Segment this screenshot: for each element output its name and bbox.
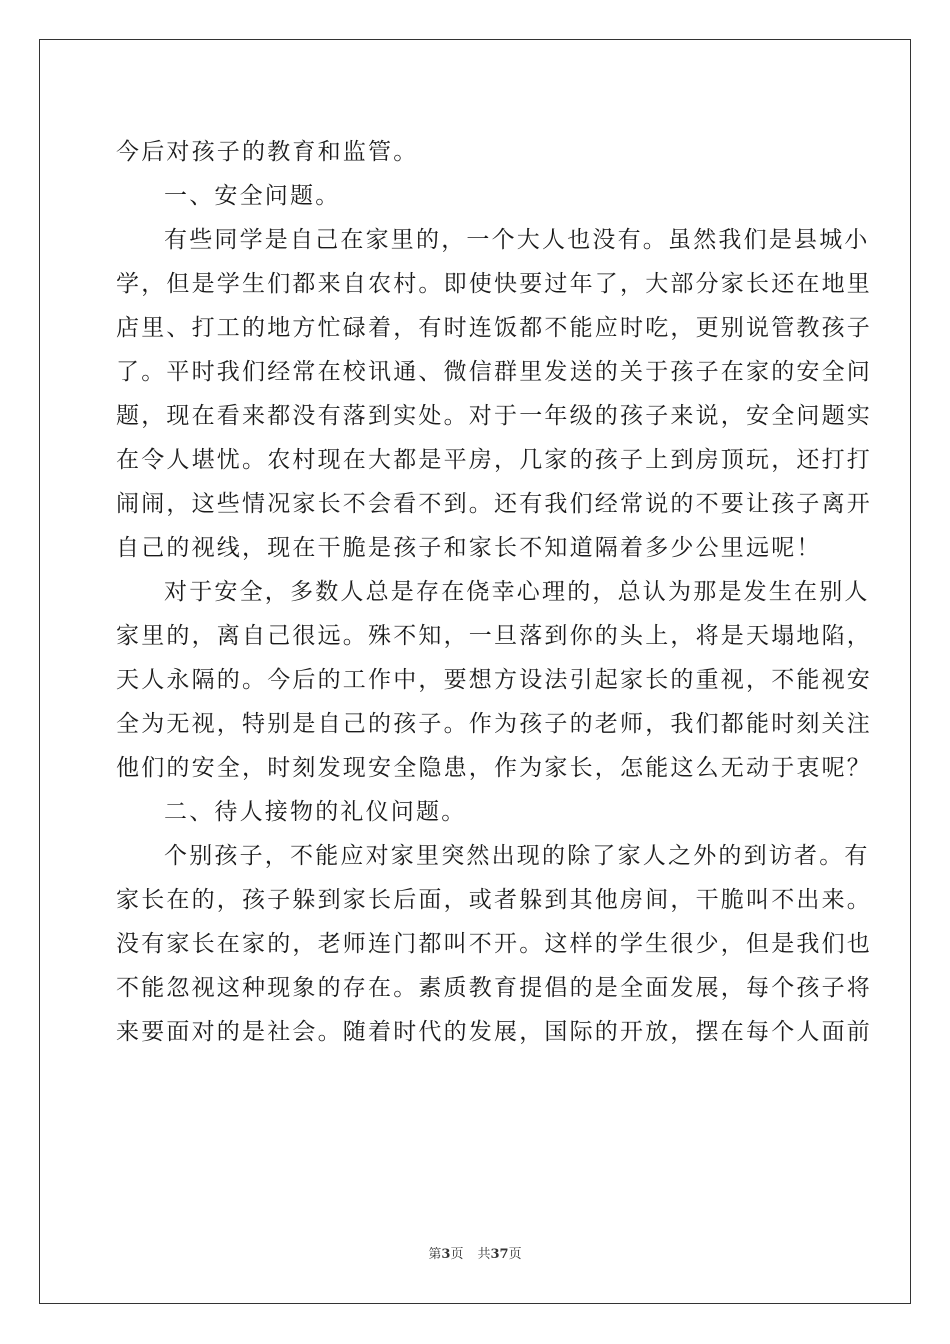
text-line: 来要面对的是社会。随着时代的发展，国际的开放，摆在每个人面前: [116, 1019, 872, 1045]
page-footer: [0, 1243, 950, 1262]
text-line: 天人永隔的。今后的工作中，要想方设法引起家长的重视，不能视安: [116, 667, 872, 693]
text-line: 自己的视线，现在干脆是孩子和家长不知道隔着多少公里远呢！: [116, 535, 822, 561]
text-line: 家长在的，孩子躲到家长后面，或者躲到其他房间，干脆叫不出来。: [116, 887, 872, 913]
text-line: 今后对孩子的教育和监管。: [116, 139, 419, 165]
text-line: 家里的，离自己很远。殊不知，一旦落到你的头上，将是天塌地陷，: [116, 623, 872, 649]
total-pages: 37: [490, 1247, 509, 1262]
text-line: 全为无视，特别是自己的孩子。作为孩子的老师，我们都能时刻关注: [116, 711, 872, 737]
text-line: 在令人堪忧。农村现在大都是平房，几家的孩子上到房顶玩，还打打: [116, 447, 872, 473]
text-line: 二、待人接物的礼仪问题。: [164, 799, 467, 825]
text-line: 一、安全问题。: [164, 183, 341, 209]
text-line: 不能忽视这种现象的存在。素质教育提倡的是全面发展，每个孩子将: [116, 975, 872, 1001]
page-suffix: 页: [450, 1247, 464, 1262]
document-body: [116, 130, 872, 1054]
text-line: 他们的安全，时刻发现安全隐患，作为家长，怎能这么无动于衷呢？: [116, 755, 872, 781]
text-line: 没有家长在家的，老师连门都叫不开。这样的学生很少，但是我们也: [116, 931, 872, 957]
page-number: 3: [441, 1247, 451, 1262]
text-line: 题，现在看来都没有落到实处。对于一年级的孩子来说，安全问题实: [116, 403, 872, 429]
text-line: 学，但是学生们都来自农村。即使快要过年了，大部分家长还在地里: [116, 271, 872, 297]
total-prefix: 共: [477, 1247, 491, 1262]
text-line: 店里、打工的地方忙碌着，有时连饭都不能应时吃，更别说管教孩子: [116, 315, 872, 341]
text-line: 有些同学是自己在家里的，一个大人也没有。虽然我们是县城小: [164, 227, 870, 253]
text-line: 个别孩子，不能应对家里突然出现的除了家人之外的到访者。有: [164, 843, 870, 869]
page-prefix: 第: [428, 1247, 442, 1262]
text-line: 了。平时我们经常在校讯通、微信群里发送的关于孩子在家的安全问: [116, 359, 872, 385]
total-suffix: 页: [508, 1247, 522, 1262]
text-line: 闹闹，这些情况家长不会看不到。还有我们经常说的不要让孩子离开: [116, 491, 872, 517]
text-line: 对于安全，多数人总是存在侥幸心理的，总认为那是发生在别人: [164, 579, 870, 605]
